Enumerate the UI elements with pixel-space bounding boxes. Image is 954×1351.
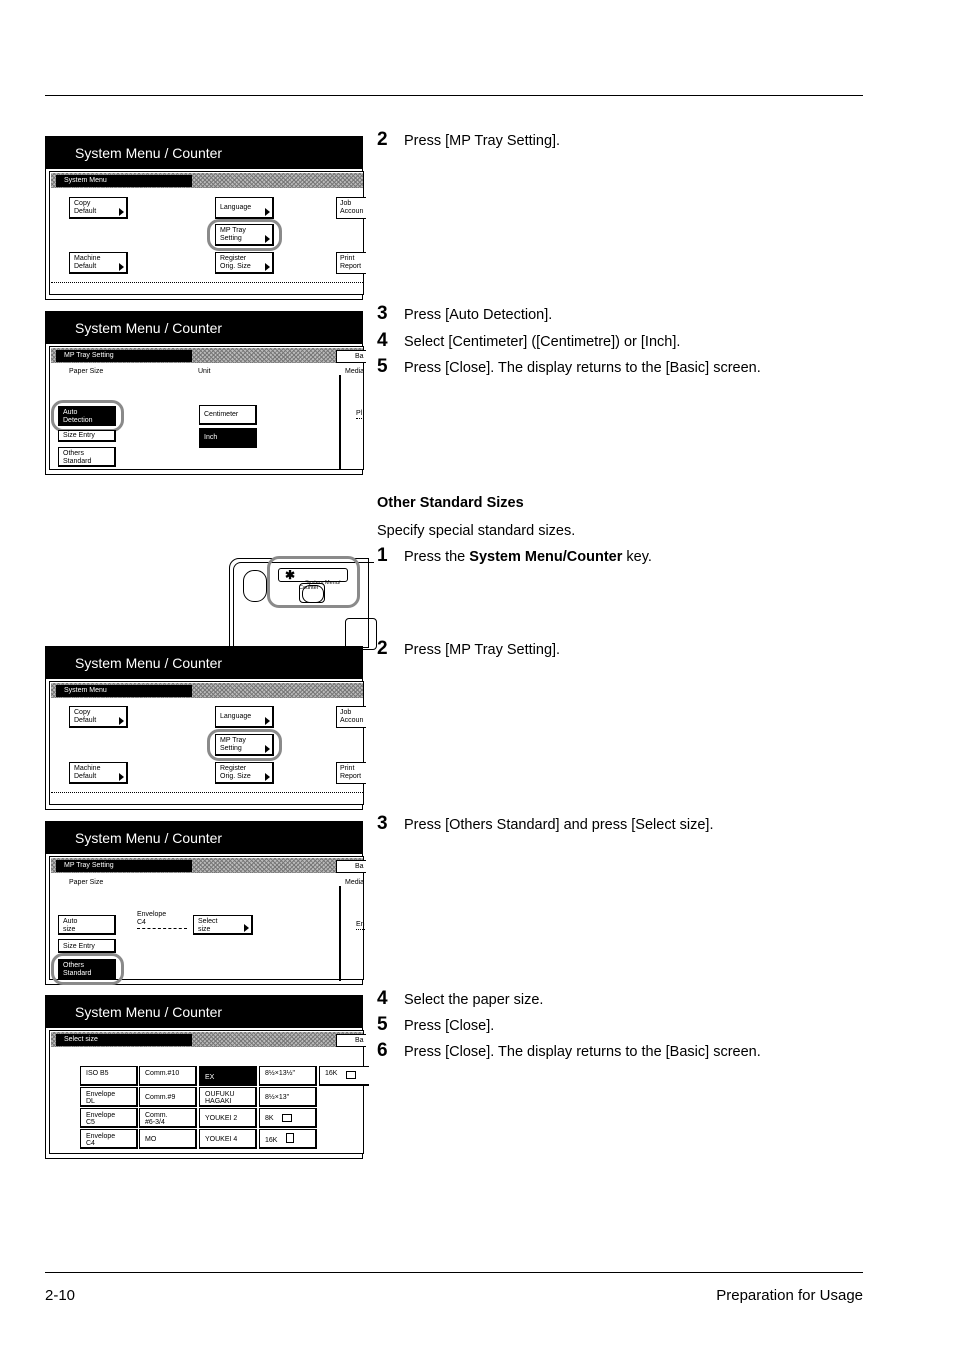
tab-select-size[interactable]: Select size bbox=[56, 1034, 192, 1046]
knob bbox=[243, 570, 267, 602]
size-entry-button[interactable]: Size Entry bbox=[58, 939, 116, 953]
machine-default-button[interactable] bbox=[69, 252, 128, 274]
button-label: Copy Default bbox=[74, 200, 97, 215]
highlight-ring bbox=[51, 400, 124, 432]
size-label: 16K bbox=[265, 1137, 278, 1144]
size-comm-10[interactable]: Comm.#10 bbox=[139, 1066, 197, 1086]
tab-strip bbox=[51, 858, 363, 873]
size-ex[interactable]: EX bbox=[199, 1066, 257, 1086]
copy-default-button[interactable] bbox=[69, 197, 128, 219]
step-text: Press [Others Standard] and press [Select size]. bbox=[404, 817, 714, 833]
media-label: Media bbox=[345, 368, 365, 375]
centimeter-button[interactable]: Centimeter bbox=[199, 405, 257, 425]
button-label: Language bbox=[220, 713, 252, 720]
size-youkei-4[interactable]: YOUKEI 4 bbox=[199, 1129, 257, 1149]
paper-landscape-icon bbox=[282, 1114, 292, 1122]
top-rule bbox=[45, 95, 863, 96]
step-number: 1 bbox=[377, 545, 388, 566]
paper-size-label: Paper Size bbox=[69, 368, 104, 375]
arrow-right-icon bbox=[119, 208, 124, 216]
button-label: Register Orig. Size bbox=[220, 765, 251, 780]
divider bbox=[339, 375, 341, 470]
system-menu-screen-1 bbox=[45, 136, 363, 300]
job-accounting-button[interactable]: Job Accoun bbox=[336, 706, 366, 728]
asterisk-icon: ✱ bbox=[285, 568, 296, 582]
step-number: 5 bbox=[377, 1014, 388, 1035]
auto-size-button[interactable]: Auto size bbox=[58, 915, 116, 935]
highlight-ring bbox=[267, 556, 360, 608]
auto-detection-button[interactable]: Auto Detection bbox=[58, 406, 116, 426]
step-number: 2 bbox=[377, 638, 388, 659]
section-heading: Other Standard Sizes bbox=[377, 495, 524, 511]
paper-landscape-icon bbox=[346, 1071, 356, 1079]
paper-size-label: Paper Size bbox=[69, 879, 104, 886]
step-number: 2 bbox=[377, 129, 388, 150]
back-button[interactable]: Ba bbox=[336, 350, 366, 363]
bottom-rule bbox=[45, 1272, 863, 1273]
tab-system-menu[interactable]: System Menu bbox=[56, 175, 192, 187]
key-label: System Menu/ Counter bbox=[299, 580, 341, 591]
operation-panel-illustration bbox=[229, 558, 363, 636]
step-number: 4 bbox=[377, 330, 388, 351]
selected-size-value: Envelope C4 bbox=[137, 911, 187, 929]
tab-system-menu[interactable]: System Menu bbox=[56, 685, 192, 697]
select-size-screen bbox=[45, 995, 363, 1159]
size-comm-9[interactable]: Comm.#9 bbox=[139, 1087, 197, 1107]
size-8-5x13-5[interactable]: 8½×13½" bbox=[259, 1066, 317, 1086]
size-oufuku-hagaki[interactable]: OUFUKU HAGAKI bbox=[199, 1087, 257, 1107]
tab-strip bbox=[51, 683, 363, 698]
print-report-button[interactable]: Print Report bbox=[336, 252, 366, 274]
panel-body bbox=[49, 171, 364, 295]
highlight-ring bbox=[51, 953, 124, 985]
back-button[interactable]: Ba bbox=[336, 1034, 366, 1047]
step-text: Press [Close]. The display returns to the [Basic] screen. bbox=[404, 1044, 761, 1060]
size-16k-portrait[interactable] bbox=[259, 1129, 317, 1149]
select-size-button[interactable] bbox=[193, 915, 253, 935]
panel-title: System Menu / Counter bbox=[46, 137, 362, 169]
panel-title: System Menu / Counter bbox=[46, 822, 362, 854]
step-text: Press [Auto Detection]. bbox=[404, 307, 553, 323]
arrow-right-icon bbox=[119, 717, 124, 725]
tab-mp-tray-setting[interactable]: MP Tray Setting bbox=[56, 860, 192, 872]
panel-title: System Menu / Counter bbox=[46, 312, 362, 344]
panel-title: System Menu / Counter bbox=[46, 996, 362, 1028]
tab-strip bbox=[51, 173, 363, 188]
arrow-right-icon bbox=[265, 263, 270, 271]
step-number: 3 bbox=[377, 303, 388, 324]
plain-label: Pl bbox=[356, 410, 363, 417]
highlight-ring bbox=[207, 729, 282, 761]
size-envelope-dl[interactable]: Envelope DL bbox=[80, 1087, 138, 1107]
language-button[interactable] bbox=[215, 706, 274, 728]
step-number: 3 bbox=[377, 813, 388, 834]
register-orig-size-button[interactable] bbox=[215, 762, 274, 784]
button-label: MP Tray Setting bbox=[220, 737, 246, 752]
section-intro: Specify special standard sizes. bbox=[377, 523, 576, 539]
divider bbox=[51, 792, 363, 793]
size-label: 16K bbox=[325, 1070, 338, 1077]
size-envelope-c5[interactable]: Envelope C5 bbox=[80, 1108, 138, 1128]
step-text: Select [Centimeter] ([Centimetre]) or [Inch]. bbox=[404, 334, 681, 350]
media-value-label: En bbox=[356, 921, 365, 928]
button-label: Register Orig. Size bbox=[220, 255, 251, 270]
inch-button[interactable]: Inch bbox=[199, 428, 257, 448]
panel-body bbox=[49, 856, 364, 980]
print-report-button[interactable]: Print Report bbox=[336, 762, 366, 784]
divider bbox=[51, 282, 363, 283]
job-accounting-button[interactable]: Job Accoun bbox=[336, 197, 366, 219]
unit-label: Unit bbox=[198, 368, 211, 375]
step-text-pre: Press the bbox=[404, 549, 470, 565]
key-name: System Menu/Counter bbox=[469, 549, 623, 565]
step-text: Press [Close]. The display returns to the [Basic] screen. bbox=[404, 360, 761, 376]
step-text: Select the paper size. bbox=[404, 992, 544, 1008]
arrow-right-icon bbox=[119, 263, 124, 271]
arrow-right-icon bbox=[265, 208, 270, 216]
step-number: 5 bbox=[377, 356, 388, 377]
divider bbox=[339, 886, 341, 981]
size-youkei-2[interactable]: YOUKEI 2 bbox=[199, 1108, 257, 1128]
mp-tray-setting-screen-1 bbox=[45, 311, 363, 475]
size-mo[interactable]: MO bbox=[139, 1129, 197, 1149]
button-label: Machine Default bbox=[74, 255, 101, 270]
size-16k-landscape[interactable] bbox=[319, 1066, 369, 1086]
size-envelope-c4[interactable]: Envelope C4 bbox=[80, 1129, 138, 1149]
copy-default-button[interactable] bbox=[69, 706, 128, 728]
step-number: 6 bbox=[377, 1040, 388, 1061]
section-title: Preparation for Usage bbox=[716, 1287, 863, 1304]
language-button[interactable] bbox=[215, 197, 274, 219]
size-iso-b5[interactable]: ISO B5 bbox=[80, 1066, 138, 1086]
step-number: 4 bbox=[377, 988, 388, 1009]
tab-strip bbox=[51, 1032, 363, 1047]
others-standard-button[interactable]: Others Standard bbox=[58, 447, 116, 467]
back-button[interactable]: Ba bbox=[336, 860, 366, 873]
tab-mp-tray-setting[interactable]: MP Tray Setting bbox=[56, 350, 192, 362]
paper-portrait-icon bbox=[286, 1133, 294, 1143]
button-label: Copy Default bbox=[74, 709, 97, 724]
mp-tray-setting-screen-2 bbox=[45, 821, 363, 985]
button-label: Language bbox=[220, 204, 252, 211]
media-label: Media bbox=[345, 879, 365, 886]
size-label: 8K bbox=[265, 1115, 274, 1122]
panel-title: System Menu / Counter bbox=[46, 647, 362, 679]
panel-body bbox=[49, 1030, 364, 1154]
arrow-right-icon bbox=[119, 773, 124, 781]
size-8-5x13[interactable]: 8½×13" bbox=[259, 1087, 317, 1107]
register-orig-size-button[interactable] bbox=[215, 252, 274, 274]
step-text: Press [Close]. bbox=[404, 1018, 495, 1034]
arrow-right-icon bbox=[265, 717, 270, 725]
size-entry-button[interactable]: Size Entry bbox=[58, 430, 116, 442]
system-menu-screen-2 bbox=[45, 646, 363, 810]
arrow-right-icon bbox=[265, 773, 270, 781]
panel-body bbox=[49, 681, 364, 805]
step-text bbox=[404, 548, 652, 566]
panel-body bbox=[49, 346, 364, 470]
step-text: Press [MP Tray Setting]. bbox=[404, 642, 561, 658]
size-comm-6-3-4[interactable]: Comm. #6-3/4 bbox=[139, 1108, 197, 1128]
step-text-post: key. bbox=[622, 549, 652, 565]
highlight-ring bbox=[207, 219, 282, 251]
others-standard-button[interactable]: Others Standard bbox=[58, 959, 116, 979]
page-number: 2-10 bbox=[45, 1287, 76, 1304]
size-8k[interactable] bbox=[259, 1108, 317, 1128]
step-text: Press [MP Tray Setting]. bbox=[404, 133, 561, 149]
tab-strip bbox=[51, 348, 363, 363]
button-label: MP Tray Setting bbox=[220, 227, 246, 242]
button-label: Machine Default bbox=[74, 765, 101, 780]
button-label: Select size bbox=[198, 918, 218, 933]
machine-default-button[interactable] bbox=[69, 762, 128, 784]
arrow-right-icon bbox=[244, 924, 249, 932]
